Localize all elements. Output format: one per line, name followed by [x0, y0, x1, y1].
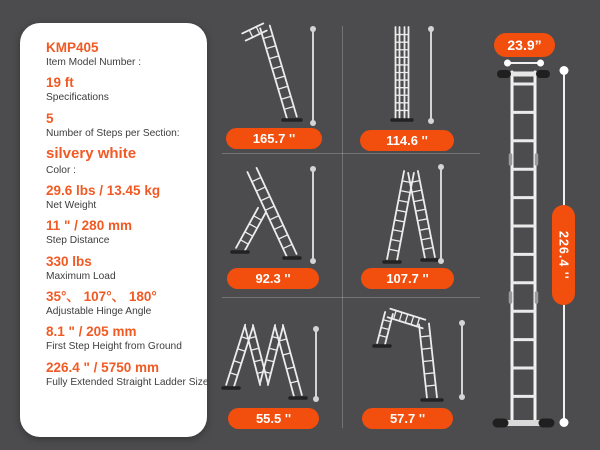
length-badge: 107.7 '' — [361, 268, 454, 289]
spec-value: 19 ft — [46, 75, 74, 91]
measure-line — [430, 30, 432, 120]
measure-line — [312, 30, 314, 122]
spec-value: KMP405 — [46, 40, 99, 55]
spec-value: 330 lbs — [46, 253, 92, 269]
ladder-illustration-stairway — [222, 158, 332, 266]
spec-label: Net Weight — [46, 200, 97, 212]
spec-label: Color : — [46, 164, 77, 176]
spec-item-hinge-angle — [46, 289, 197, 318]
spec-value: 226.4 " / 5750 mm — [46, 359, 159, 375]
spec-label: First Step Height from Ground — [46, 341, 182, 353]
spec-label: Specifications — [46, 92, 109, 104]
spec-label: Step Distance — [46, 235, 110, 247]
measure-line — [312, 170, 314, 260]
spec-item-model — [46, 40, 197, 69]
ladder-illustration-a-frame — [372, 158, 472, 266]
height-badge: 226.4 '' — [552, 205, 575, 305]
length-badge: 92.3 '' — [227, 268, 319, 289]
spec-label: Adjustable Hinge Angle — [46, 306, 152, 318]
spec-card — [20, 23, 207, 437]
spec-value: silvery white — [46, 144, 137, 162]
width-badge: 23.9” — [494, 33, 555, 57]
spec-item-net-weight — [46, 183, 197, 212]
spec-item-specifications — [46, 75, 197, 104]
spec-value: 5 — [46, 110, 54, 126]
measure-line — [461, 324, 463, 396]
spec-label: Number of Steps per Section: — [46, 127, 180, 139]
length-badge: 114.6 '' — [360, 130, 454, 151]
spec-value: 8.1 " / 205 mm — [46, 324, 137, 340]
spec-item-step-distance — [46, 218, 197, 247]
length-badge: 57.7 '' — [362, 408, 453, 429]
grid-divider-horizontal-1 — [222, 153, 480, 154]
spec-label: Maximum Load — [46, 270, 116, 282]
measure-line — [440, 168, 442, 260]
measure-line — [315, 330, 317, 398]
spec-item-max-load — [46, 254, 197, 283]
spec-item-steps-per-section — [46, 111, 197, 140]
ladder-illustration-straight — [375, 12, 435, 122]
spec-item-color — [46, 146, 197, 177]
length-badge: 55.5 '' — [228, 408, 319, 429]
spec-value: 29.6 lbs / 13.45 kg — [46, 183, 161, 198]
spec-label: Item Model Number : — [46, 57, 142, 69]
spec-item-extended-size — [46, 359, 209, 389]
length-badge: 165.7 '' — [226, 128, 322, 149]
grid-divider-vertical — [342, 26, 343, 428]
spec-item-first-step-height — [46, 324, 197, 353]
spec-value: 35°、 107°、 180° — [46, 288, 157, 304]
spec-value: 11 " / 280 mm — [46, 218, 132, 234]
spec-label: Fully Extended Straight Ladder Size — [46, 376, 209, 388]
grid-divider-horizontal-2 — [222, 297, 480, 298]
